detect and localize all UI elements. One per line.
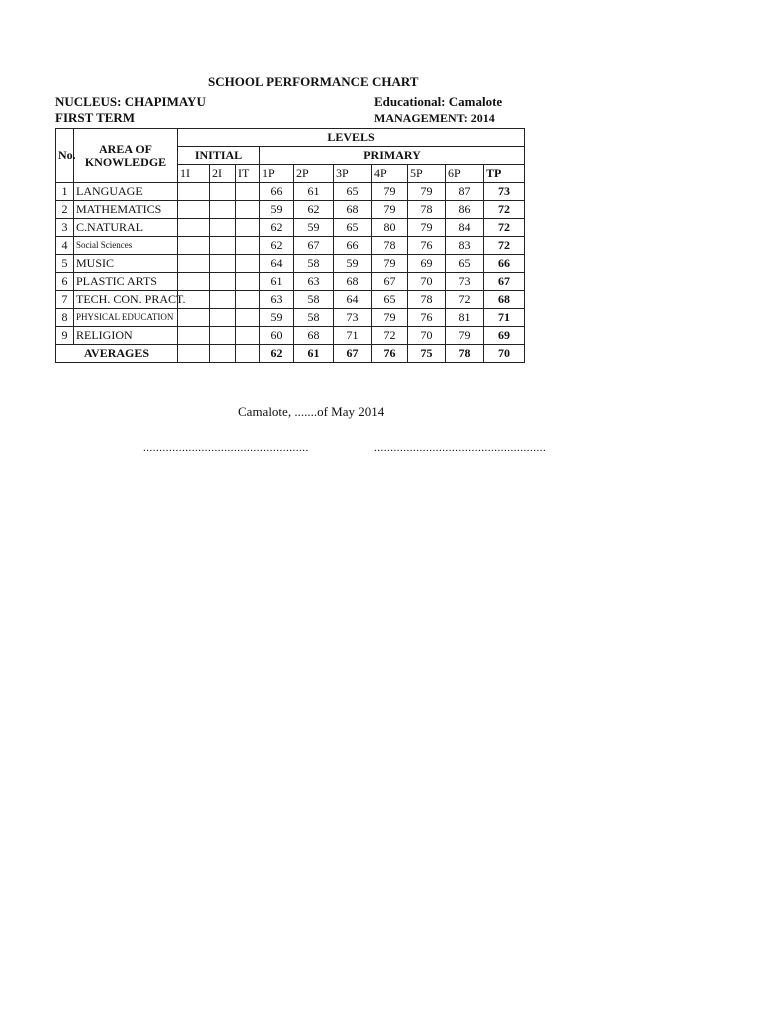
score-cell: 69 [484, 327, 525, 345]
score-cell: 79 [372, 183, 408, 201]
average-cell: 62 [260, 345, 294, 363]
initial-cell [236, 255, 260, 273]
performance-table [55, 128, 525, 363]
initial-cell [178, 219, 210, 237]
initial-cell [236, 273, 260, 291]
initial-cell [210, 237, 236, 255]
score-cell: 58 [294, 255, 334, 273]
table-row [56, 309, 525, 327]
initial-cell [210, 219, 236, 237]
col-header-no: No. [56, 129, 74, 183]
score-cell: 81 [446, 309, 484, 327]
score-cell: 61 [260, 273, 294, 291]
management-label: MANAGEMENT: 2014 [374, 111, 495, 125]
initial-cell [178, 273, 210, 291]
average-cell: 61 [294, 345, 334, 363]
initial-cell [210, 291, 236, 309]
row-number: 6 [56, 273, 74, 291]
initial-cell [236, 291, 260, 309]
score-cell: 79 [408, 219, 446, 237]
table-row [56, 201, 525, 219]
area-name: RELIGION [74, 327, 178, 345]
row-number: 8 [56, 309, 74, 327]
score-cell: 76 [408, 309, 446, 327]
score-cell: 71 [334, 327, 372, 345]
score-cell: 58 [294, 309, 334, 327]
initial-cell [236, 327, 260, 345]
table-row [56, 327, 525, 345]
score-cell: 60 [260, 327, 294, 345]
score-cell: 68 [484, 291, 525, 309]
primary-col-header: 1P [260, 165, 294, 183]
initial-cell [210, 273, 236, 291]
score-cell: 67 [484, 273, 525, 291]
score-cell: 65 [334, 219, 372, 237]
primary-col-header: 3P [334, 165, 372, 183]
score-cell: 79 [372, 201, 408, 219]
area-name: MUSIC [74, 255, 178, 273]
score-cell: 66 [260, 183, 294, 201]
row-number: 9 [56, 327, 74, 345]
score-cell: 73 [484, 183, 525, 201]
initial-cell [236, 183, 260, 201]
score-cell: 59 [260, 201, 294, 219]
initial-cell [178, 345, 210, 363]
score-cell: 86 [446, 201, 484, 219]
score-cell: 59 [334, 255, 372, 273]
row-number: 2 [56, 201, 74, 219]
initial-cell [178, 183, 210, 201]
score-cell: 61 [294, 183, 334, 201]
initial-col-header: 2I [210, 165, 236, 183]
initial-cell [236, 237, 260, 255]
score-cell: 72 [372, 327, 408, 345]
initial-header: INITIAL [178, 147, 260, 165]
score-cell: 62 [294, 201, 334, 219]
initial-cell [210, 327, 236, 345]
score-cell: 72 [484, 201, 525, 219]
score-cell: 59 [260, 309, 294, 327]
score-cell: 68 [334, 201, 372, 219]
col-header-area: AREA OF KNOWLEDGE [74, 129, 178, 183]
area-name: TECH. CON. PRACT. [74, 291, 178, 309]
score-cell: 84 [446, 219, 484, 237]
score-cell: 79 [372, 255, 408, 273]
area-name: LANGUAGE [74, 183, 178, 201]
document-title: SCHOOL PERFORMANCE CHART [208, 74, 419, 89]
primary-col-header: 4P [372, 165, 408, 183]
area-name: PLASTIC ARTS [74, 273, 178, 291]
score-cell: 76 [408, 237, 446, 255]
row-number: 1 [56, 183, 74, 201]
score-cell: 78 [408, 291, 446, 309]
score-cell: 78 [408, 201, 446, 219]
score-cell: 65 [446, 255, 484, 273]
score-cell: 62 [260, 237, 294, 255]
score-cell: 73 [334, 309, 372, 327]
initial-cell [178, 201, 210, 219]
score-cell: 64 [334, 291, 372, 309]
score-cell: 70 [408, 327, 446, 345]
primary-col-header: 6P [446, 165, 484, 183]
average-cell: 76 [372, 345, 408, 363]
score-cell: 79 [446, 327, 484, 345]
area-name: MATHEMATICS [74, 201, 178, 219]
signature-line-left: ................................................... [143, 442, 309, 454]
term-label: FIRST TERM [55, 110, 136, 125]
initial-cell [210, 309, 236, 327]
score-cell: 83 [446, 237, 484, 255]
average-cell: 78 [446, 345, 484, 363]
score-cell: 72 [446, 291, 484, 309]
score-cell: 79 [408, 183, 446, 201]
signature-line-right: ..................................................... [374, 442, 547, 454]
primary-header: PRIMARY [260, 147, 525, 165]
score-cell: 79 [372, 309, 408, 327]
table-row [56, 273, 525, 291]
primary-col-header: 2P [294, 165, 334, 183]
score-cell: 67 [372, 273, 408, 291]
initial-cell [210, 183, 236, 201]
levels-header: LEVELS [178, 129, 525, 147]
score-cell: 63 [260, 291, 294, 309]
average-cell: 75 [408, 345, 446, 363]
score-cell: 71 [484, 309, 525, 327]
score-cell: 73 [446, 273, 484, 291]
score-cell: 80 [372, 219, 408, 237]
table-row [56, 237, 525, 255]
score-cell: 68 [334, 273, 372, 291]
row-number: 7 [56, 291, 74, 309]
row-number: 4 [56, 237, 74, 255]
score-cell: 65 [372, 291, 408, 309]
initial-col-header: 1I [178, 165, 210, 183]
averages-label: AVERAGES [56, 345, 178, 363]
table-row [56, 183, 525, 201]
initial-cell [210, 201, 236, 219]
score-cell: 66 [484, 255, 525, 273]
score-cell: 72 [484, 237, 525, 255]
row-number: 5 [56, 255, 74, 273]
score-cell: 72 [484, 219, 525, 237]
score-cell: 69 [408, 255, 446, 273]
score-cell: 63 [294, 273, 334, 291]
score-cell: 67 [294, 237, 334, 255]
table-row [56, 291, 525, 309]
primary-col-header: TP [484, 165, 525, 183]
area-name: Social Sciences [74, 237, 178, 255]
educational-label: Educational: Camalote [374, 94, 503, 109]
primary-col-header: 5P [408, 165, 446, 183]
row-number: 3 [56, 219, 74, 237]
initial-cell [178, 327, 210, 345]
score-cell: 66 [334, 237, 372, 255]
score-cell: 59 [294, 219, 334, 237]
area-name: PHYSICAL EDUCATION [74, 309, 178, 327]
initial-cell [178, 237, 210, 255]
score-cell: 78 [372, 237, 408, 255]
table-row [56, 219, 525, 237]
initial-cell [236, 201, 260, 219]
table-row [56, 255, 525, 273]
average-cell: 67 [334, 345, 372, 363]
initial-cell [210, 255, 236, 273]
score-cell: 87 [446, 183, 484, 201]
score-cell: 58 [294, 291, 334, 309]
initial-cell [236, 219, 260, 237]
averages-row [56, 345, 525, 363]
initial-cell [236, 345, 260, 363]
place-date: Camalote, .......of May 2014 [238, 404, 385, 419]
initial-cell [178, 255, 210, 273]
initial-cell [210, 345, 236, 363]
score-cell: 62 [260, 219, 294, 237]
score-cell: 70 [408, 273, 446, 291]
score-cell: 64 [260, 255, 294, 273]
initial-cell [178, 309, 210, 327]
area-name: C.NATURAL [74, 219, 178, 237]
nucleus-label: NUCLEUS: CHAPIMAYU [55, 94, 206, 109]
initial-cell [236, 309, 260, 327]
score-cell: 68 [294, 327, 334, 345]
average-cell: 70 [484, 345, 525, 363]
initial-col-header: IT [236, 165, 260, 183]
score-cell: 65 [334, 183, 372, 201]
